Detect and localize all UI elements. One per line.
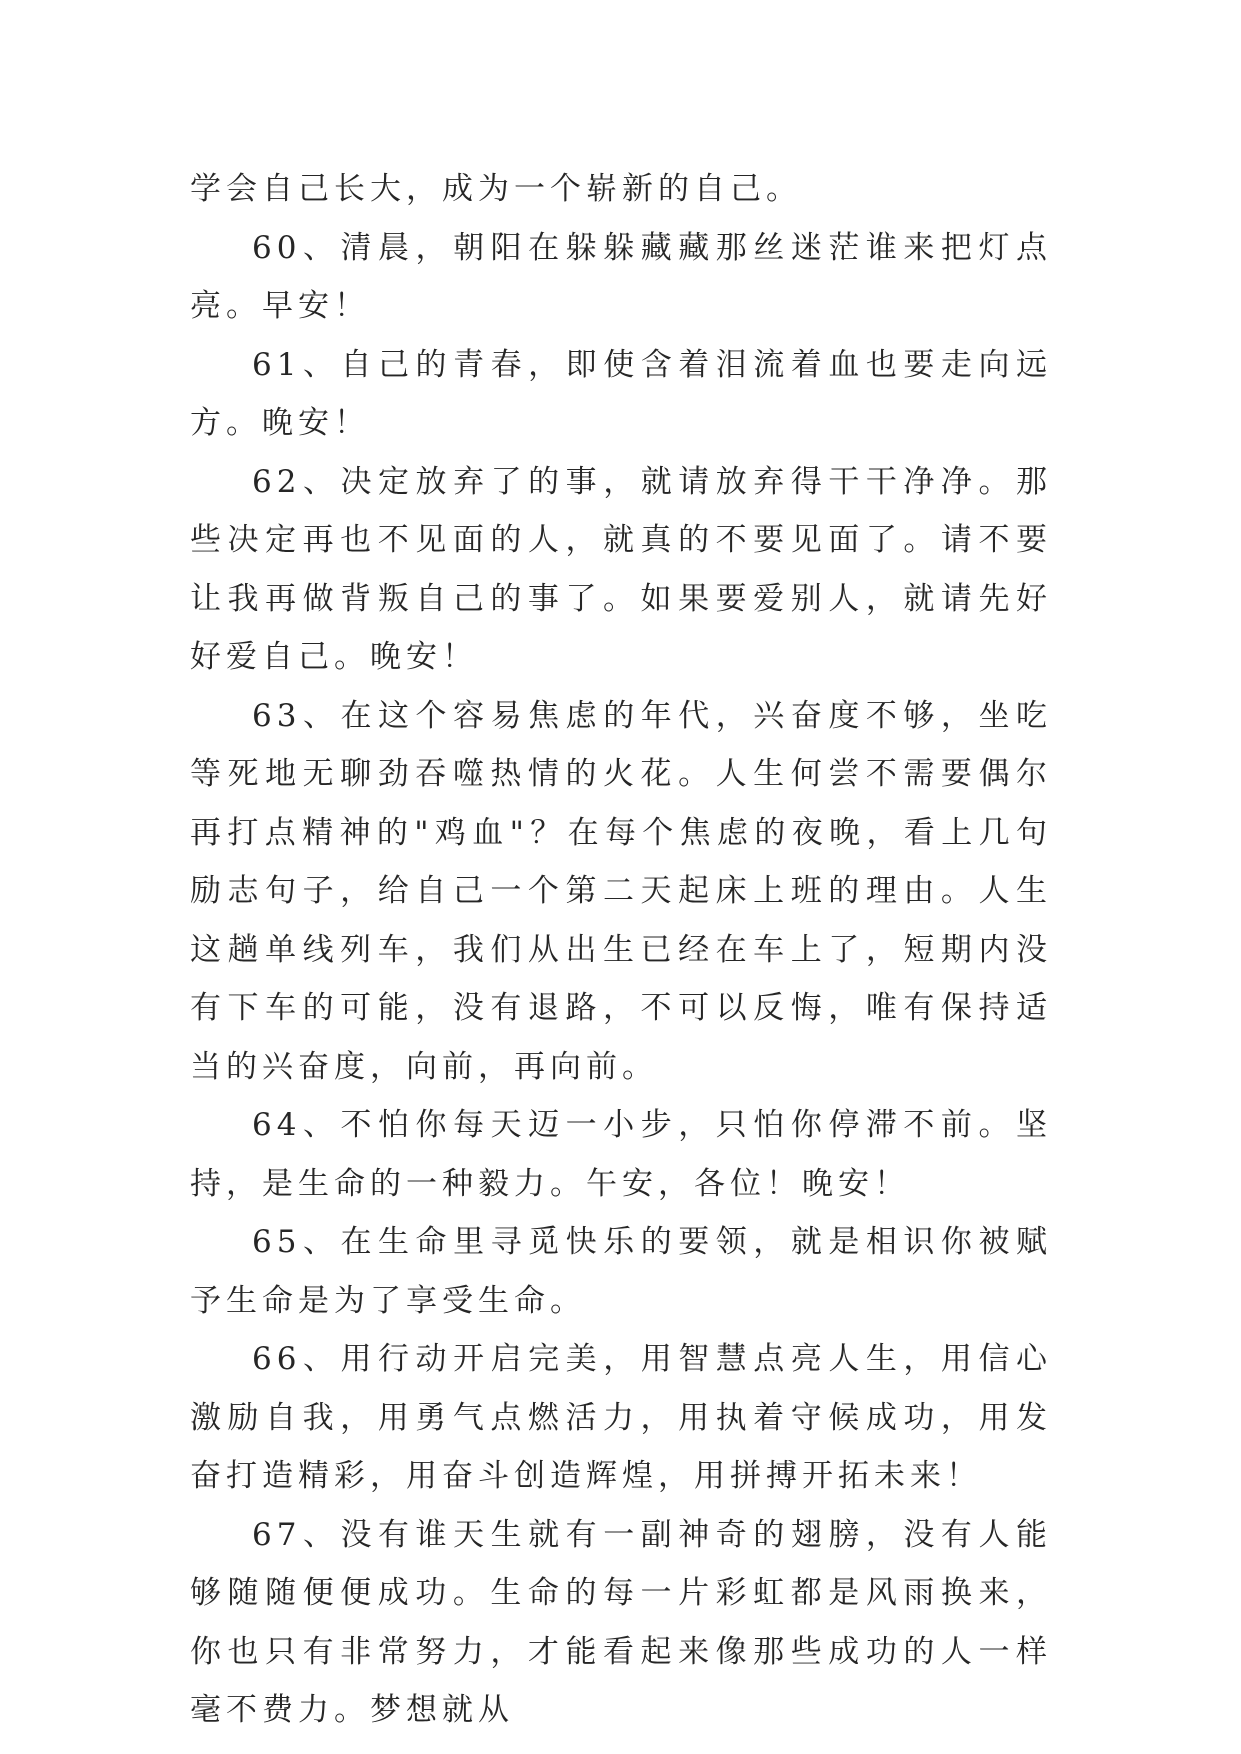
paragraph-65: 65、在生命里寻觅快乐的要领，就是相识你被赋予生命是为了享受生命。	[190, 1224, 1052, 1319]
paragraph-64: 64、不怕你每天迈一小步，只怕你停滞不前。坚持，是生命的一种毅力。午安，各位！晚安！	[190, 1107, 1052, 1202]
document-body	[190, 160, 1052, 1740]
paragraph-66: 66、用行动开启完美，用智慧点亮人生，用信心激励自我，用勇气点燃活力，用执着守候成功，用发奋打造精彩，用奋斗创造辉煌，用拼搏开拓未来！	[190, 1341, 1052, 1494]
paragraph-continuation: 学会自己长大，成为一个崭新的自己。	[190, 171, 802, 207]
paragraph-61: 61、自己的青春，即使含着泪流着血也要走向远方。晚安！	[190, 346, 1052, 441]
paragraph-63: 63、在这个容易焦虑的年代，兴奋度不够，坐吃等死地无聊劲吞噬热情的火花。人生何尝不需要偶尔再打点精神的"鸡血"？在每个焦虑的夜晚，看上几句励志句子，给自己一个第二天起床上班的理由。人生这趟单线列车，我们从出生已经在车上了，短期内没有下车的可能，没有退路，不可以反悔，唯有保持适当的兴奋度，向前，再向前。	[190, 697, 1052, 1085]
paragraph-62: 62、决定放弃了的事，就请放弃得干干净净。那些决定再也不见面的人，就真的不要见面了。请不要让我再做背叛自己的事了。如果要爱别人，就请先好好爱自己。晚安！	[190, 463, 1052, 675]
paragraph-67: 67、没有谁天生就有一副神奇的翅膀，没有人能够随随便便成功。生命的每一片彩虹都是风雨换来，你也只有非常努力，才能看起来像那些成功的人一样毫不费力。梦想就从	[190, 1516, 1052, 1728]
paragraph-60: 60、清晨，朝阳在躲躲藏藏那丝迷茫谁来把灯点亮。早安！	[190, 229, 1052, 324]
